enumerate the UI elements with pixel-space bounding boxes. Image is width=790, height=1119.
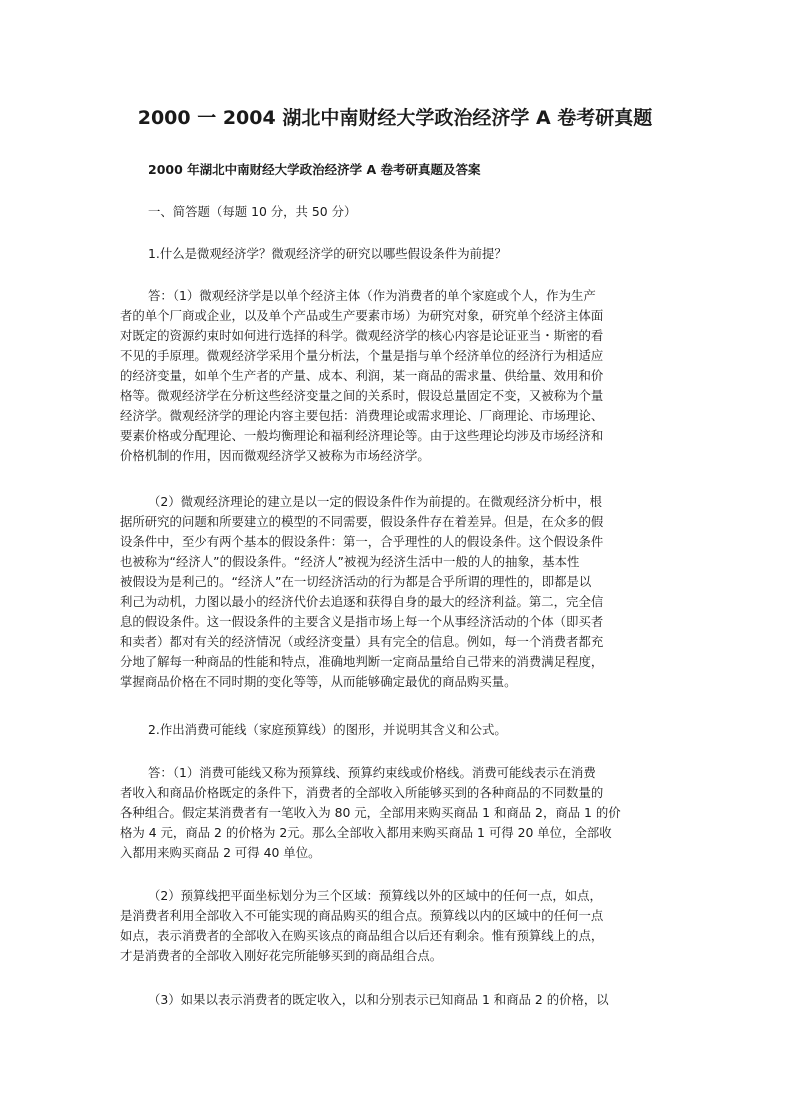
answer1-p2-line: 也被称为“经济人”的假设条件。“经济人”被视为经济生活中一般的人的抽象，基本性 xyxy=(120,554,580,569)
answer1-p2-line: 据所研究的问题和所要建立的模型的不同需要，假设条件存在着差异。但是，在众多的假 xyxy=(120,514,604,529)
answer2-p2-line: （2）预算线把平面坐标划分为三个区域：预算线以外的区域中的任何一点，如点， xyxy=(148,888,602,903)
answer1-p1-line: 的经济变量，如单个生产者的产量、成本、利润，某一商品的需求量、供给量、效用和价 xyxy=(120,368,604,383)
answer1-p2-line: 设条件中，至少有两个基本的假设条件：第一，合乎理性的人的假设条件。这个假设条件 xyxy=(120,534,604,549)
answer2-p1-line: 格为 4 元，商品 2 的价格为 2元。那么全部收入都用来购买商品 1 可得 20 单位，全部收 xyxy=(120,825,612,840)
answer2-p3-line: （3）如果以表示消费者的既定收入，以和分别表示已知商品 1 和商品 2 的价格，以 xyxy=(148,992,609,1007)
answer2-p1-line: 答：（1）消费可能线又称为预算线、预算约束线或价格线。消费可能线表示在消费 xyxy=(148,765,596,780)
answer1-p1-line: 经济学。微观经济学的理论内容主要包括：消费理论或需求理论、厂商理论、市场理论、 xyxy=(120,408,604,423)
section-heading: 一、简答题（每题 10 分，共 50 分） xyxy=(148,204,357,219)
question-2: 2.作出消费可能线（家庭预算线）的图形，并说明其含义和公式。 xyxy=(148,722,507,737)
answer2-p2-line: 才是消费者的全部收入刚好花完所能够买到的商品组合点。 xyxy=(120,948,443,963)
answer1-p1-line: 答：（1）微观经济学是以单个经济主体（作为消费者的单个家庭或个人，作为生产 xyxy=(148,288,596,303)
answer1-p1-line: 不见的手原理。微观经济学采用个量分析法，个量是指与单个经济单位的经济行为相适应 xyxy=(120,348,604,363)
answer1-p1-line: 对既定的资源约束时如何进行选择的科学。微观经济学的核心内容是论证亚当・斯密的看 xyxy=(120,328,604,343)
answer2-p1-line: 各种组合。假定某消费者有一笔收入为 80 元，全部用来购买商品 1 和商品 2，商品 1 的价 xyxy=(120,805,621,820)
document-title: 2000 一 2004 湖北中南财经大学政治经济学 A 卷考研真题 xyxy=(137,107,653,129)
question-1: 1.什么是微观经济学？微观经济学的研究以哪些假设条件为前提？ xyxy=(148,246,507,261)
answer2-p2-line: 是消费者利用全部收入不可能实现的商品购买的组合点。预算线以内的区域中的任何一点 xyxy=(120,908,604,923)
answer1-p2-line: （2）微观经济理论的建立是以一定的假设条件作为前提的。在微观经济分析中，根 xyxy=(148,494,602,509)
answer2-p1-line: 者收入和商品价格既定的条件下，消费者的全部收入所能够买到的各种商品的不同数量的 xyxy=(120,785,604,800)
answer1-p2-line: 和卖者）都对有关的经济情况（或经济变量）具有完全的信息。例如，每一个消费者都充 xyxy=(120,634,604,649)
answer1-p2-line: 利己为动机，力图以最小的经济代价去追逐和获得自身的最大的经济利益。第二，完全信 xyxy=(120,594,604,609)
answer1-p1-line: 格等。微观经济学在分析这些经济变量之间的关系时，假设总量固定不变，又被称为个量 xyxy=(120,388,604,403)
answer2-p1-line: 入都用来购买商品 2 可得 40 单位。 xyxy=(120,845,321,860)
answer1-p1-line: 价格机制的作用，因而微观经济学又被称为市场经济学。 xyxy=(120,448,430,463)
answer2-p2-line: 如点，表示消费者的全部收入在购买该点的商品组合以后还有剩余。惟有预算线上的点， xyxy=(120,928,604,943)
answer1-p2-line: 掌握商品价格在不同时期的变化等等，从而能够确定最优的商品购买量。 xyxy=(120,674,517,689)
answer1-p1-line: 要素价格或分配理论、一般均衡理论和福利经济理论等。由于这些理论均涉及市场经济和 xyxy=(120,428,604,443)
answer1-p2-line: 息的假设条件。这一假设条件的主要含义是指市场上每一个从事经济活动的个体（即买者 xyxy=(120,614,604,629)
answer1-p1-line: 者的单个厂商或企业，以及单个产品或生产要素市场）为研究对象，研究单个经济主体面 xyxy=(120,308,604,323)
answer1-p2-line: 被假设为是利己的。“经济人”在一切经济活动的行为都是合乎所谓的理性的，即都是以 xyxy=(120,574,592,589)
document-subtitle: 2000 年湖北中南财经大学政治经济学 A 卷考研真题及答案 xyxy=(148,162,481,177)
answer1-p2-line: 分地了解每一种商品的性能和特点，准确地判断一定商品量给自己带来的消费满足程度， xyxy=(120,654,604,669)
